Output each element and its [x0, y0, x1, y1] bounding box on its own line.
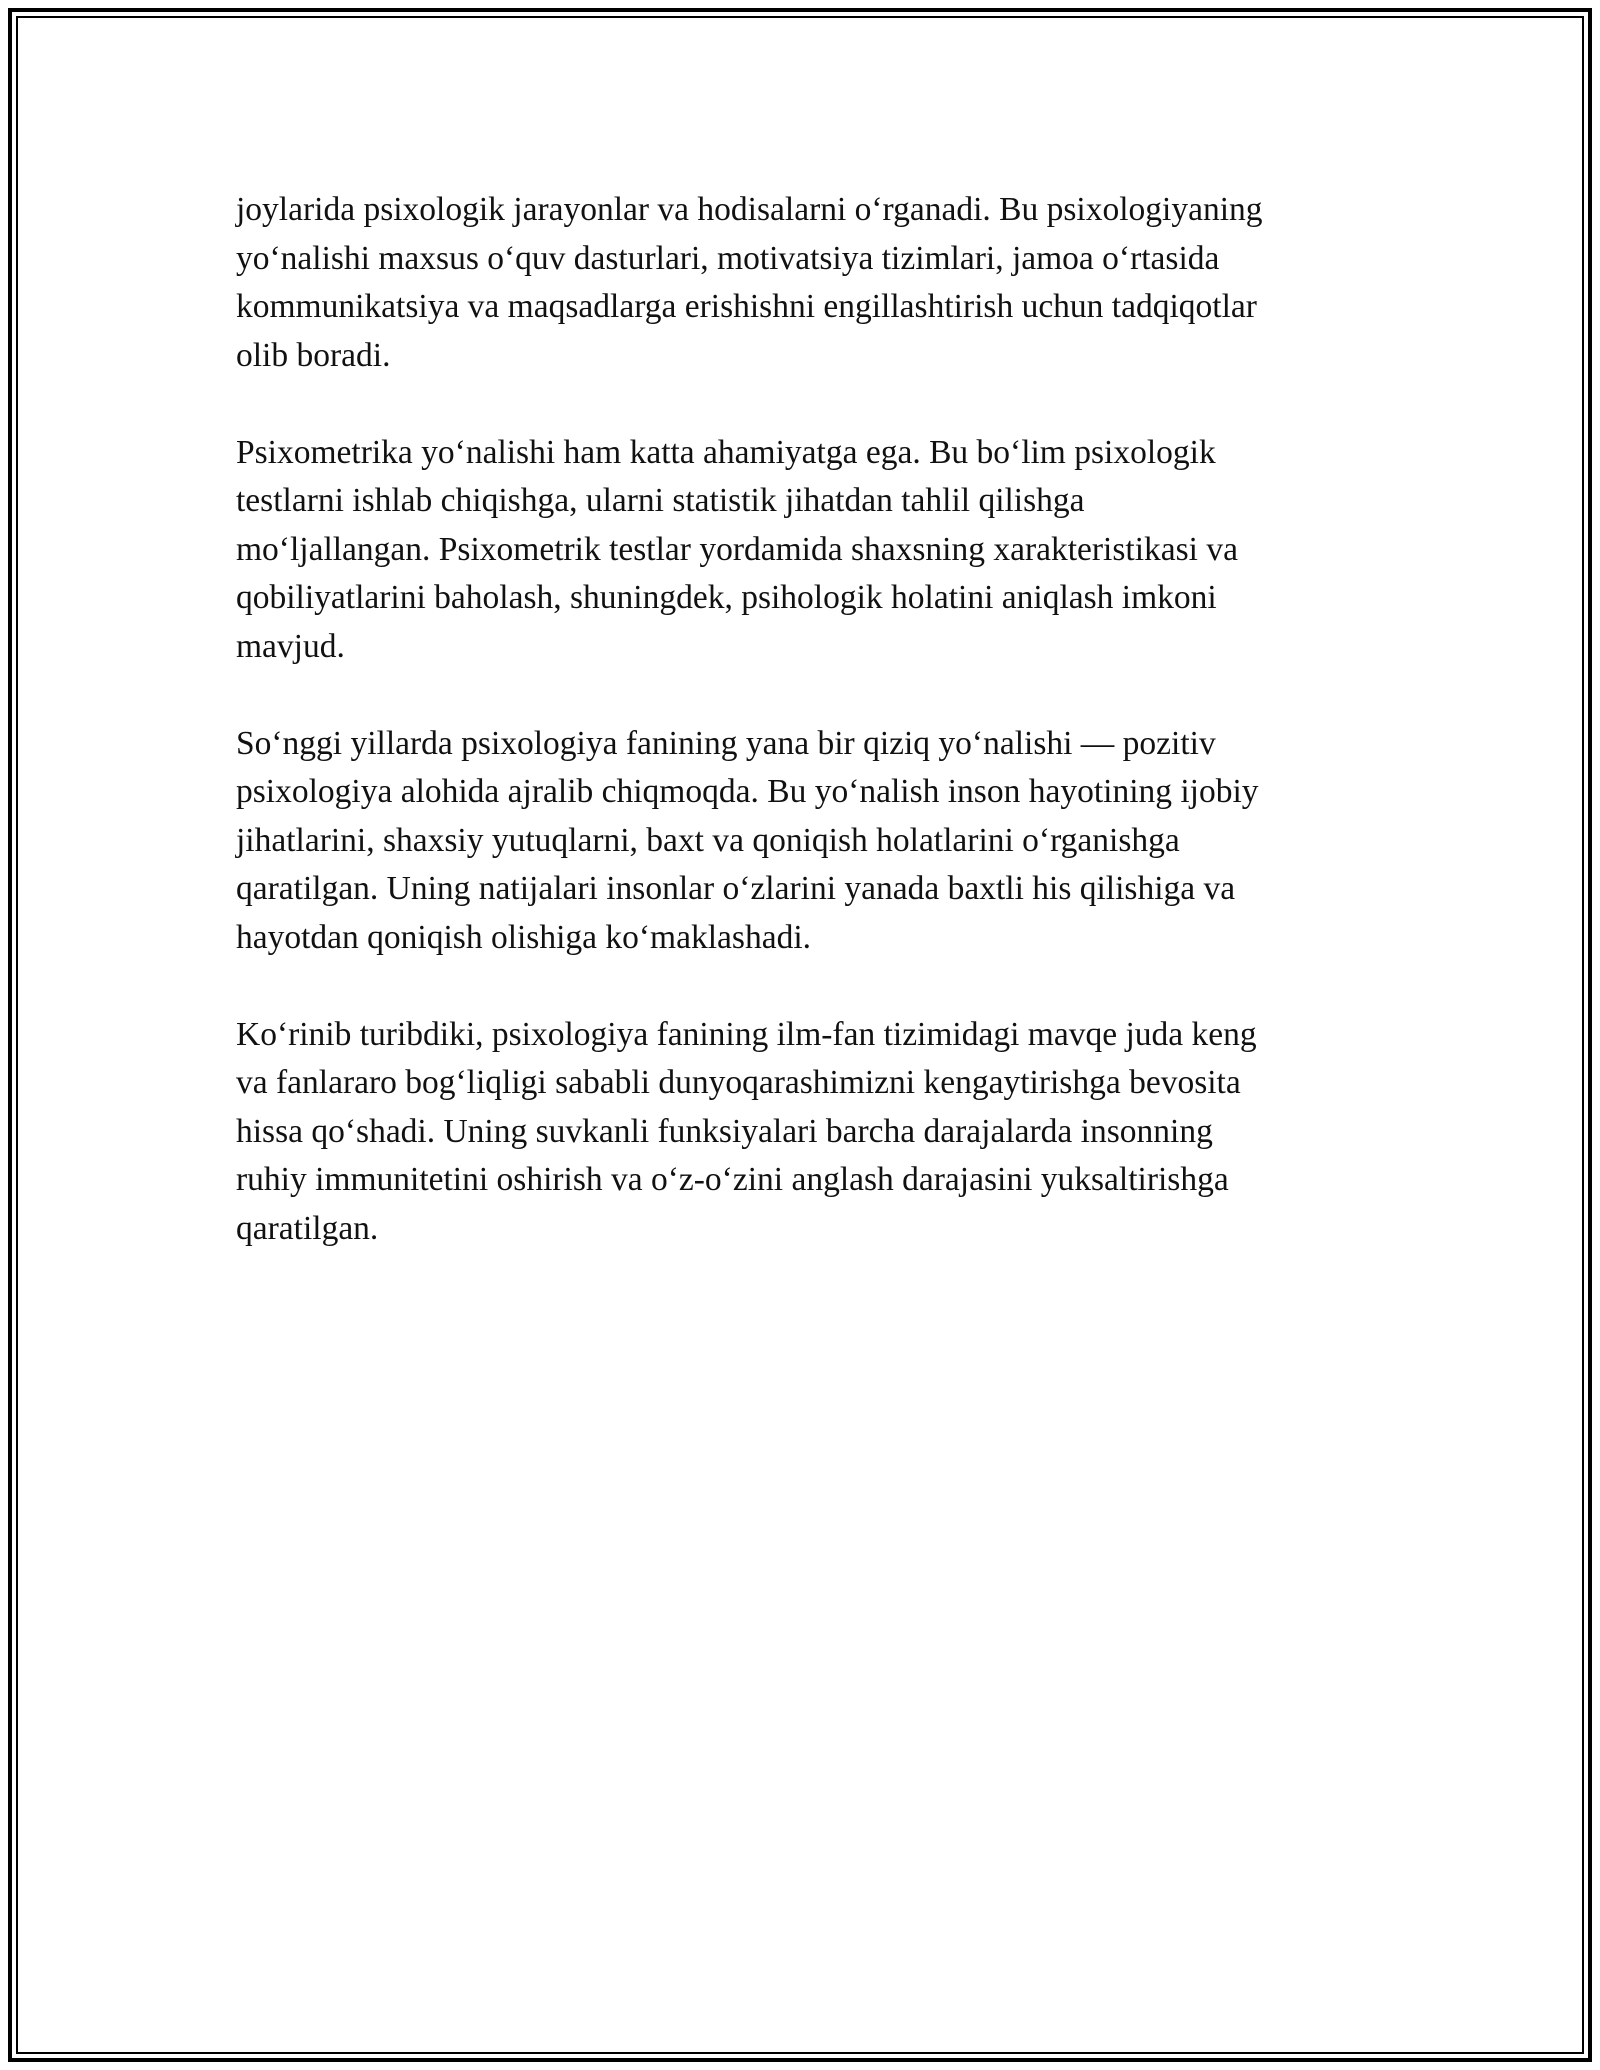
text-line: hissa qo‘shadi. Uning suvkanli funksiyalari barcha darajalarda insonning: [236, 1112, 1213, 1150]
paragraph: [236, 429, 1376, 672]
text-line: Ko‘rinib turibdiki, psixologiya fanining ilm-fan tizimidagi mavqe juda keng: [236, 1015, 1257, 1053]
paragraph: [236, 1011, 1376, 1254]
text-line: va fanlararo bog‘liqligi sababli dunyoqarashimizni kengaytirishga bevosita: [236, 1064, 1241, 1101]
text-line: kommunikatsiya va maqsadlarga erishishni engillashtirish uchun tadqiqotlar: [236, 288, 1257, 325]
paragraph: [236, 720, 1376, 963]
text-line: qaratilgan.: [236, 1209, 379, 1247]
document-body: [236, 186, 1376, 1302]
text-line: mavjud.: [236, 627, 345, 665]
text-line: Psixometrika yo‘nalishi ham katta ahamiyatga ega. Bu bo‘lim psixologik: [236, 433, 1216, 471]
text-line: jihatlarini, shaxsiy yutuqlarni, baxt va qoniqish holatlarini o‘rganishga: [236, 821, 1180, 859]
text-line: joylarida psixologik jarayonlar va hodisalarni o‘rganadi. Bu psixologiyaning: [236, 191, 1263, 228]
text-line: testlarni ishlab chiqishga, ularni statistik jihatdan tahlil qilishga: [236, 482, 1085, 519]
text-line: psixologiya alohida ajralib chiqmoqda. Bu yo‘nalish inson hayotining ijobiy: [236, 773, 1259, 810]
text-line: qaratilgan. Uning natijalari insonlar o‘zlarini yanada baxtli his qilishiga va: [236, 870, 1236, 907]
text-line: yo‘nalishi maxsus o‘quv dasturlari, motivatsiya tizimlari, jamoa o‘rtasida: [236, 239, 1220, 277]
paragraph: [236, 186, 1376, 380]
text-line: mo‘ljallangan. Psixometrik testlar yordamida shaxsning xarakteristikasi va: [236, 530, 1238, 568]
text-line: ruhiy immunitetini oshirish va o‘z-o‘zini anglash darajasini yuksaltirishga: [236, 1161, 1229, 1198]
text-line: So‘nggi yillarda psixologiya fanining yana bir qiziq yo‘nalishi — pozitiv: [236, 724, 1216, 762]
text-line: qobiliyatlarini baholash, shuningdek, psihologik holatini aniqlash imkoni: [236, 579, 1217, 616]
text-line: hayotdan qoniqish olishiga ko‘maklashadi.: [236, 918, 811, 956]
text-line: olib boradi.: [236, 336, 391, 374]
